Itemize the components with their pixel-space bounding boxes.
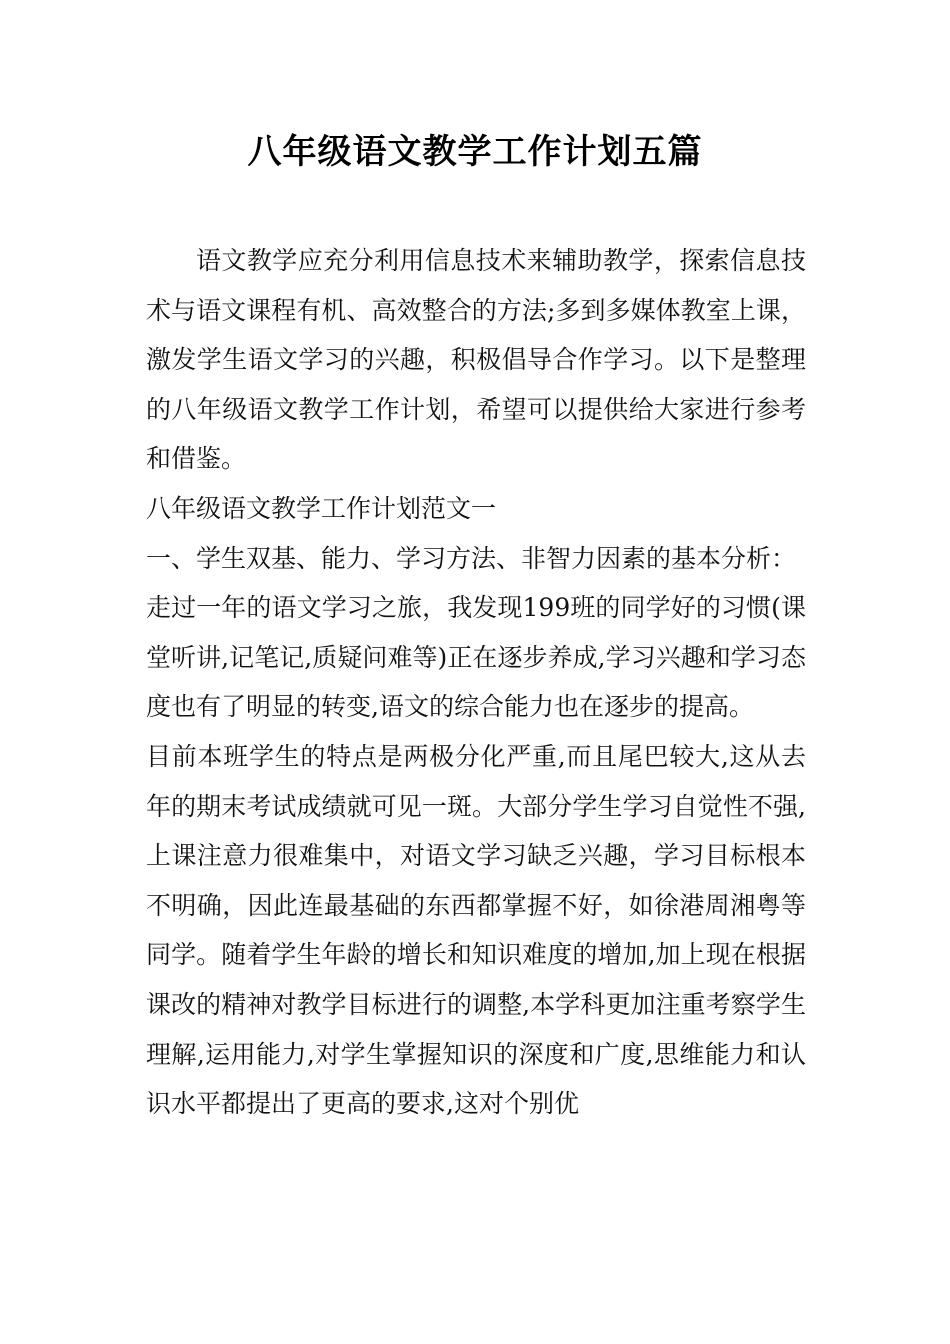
document-body [146, 236, 806, 1129]
body-paragraph: 走过一年的语文学习之旅，我发现199班的同学好的习惯(课堂听讲,记笔记,质疑问难等)正在逐步养成,学习兴趣和学习态度也有了明显的转变,语文的综合能力也在逐步的提高。 [146, 593, 806, 722]
document-title: 八年级语文教学工作计划五篇 [247, 132, 703, 172]
intro-paragraph: 语文教学应充分利用信息技术来辅助教学，探索信息技术与语文课程有机、高效整合的方法;多到多媒体教室上课，激发学生语文学习的兴趣，积极倡导合作学习。以下是整理的八年级语文教学工作计划，希望可以提供给大家进行参考和借鉴。 [146, 246, 806, 474]
subsection-heading: 一、学生双基、能力、学习方法、非智力因素的基本分析： [146, 543, 797, 573]
section-heading: 八年级语文教学工作计划范文一 [146, 493, 497, 523]
body-paragraph: 目前本班学生的特点是两极分化严重,而且尾巴较大,这从去年的期末考试成绩就可见一斑。大部分学生学习自觉性不强,上课注意力很难集中，对语文学习缺乏兴趣，学习目标根本不明确，因此连最基础的东西都掌握不好，如徐港周湘粤等同学。随着学生年龄的增长和知识难度的增加,加上现在根据课改的精神对教学目标进行的调整,本学科更加注重考察学生理解,运用能力,对学生掌握知识的深度和广度,思维能力和认识水平都提出了更高的要求,这对个别优 [146, 741, 806, 1119]
